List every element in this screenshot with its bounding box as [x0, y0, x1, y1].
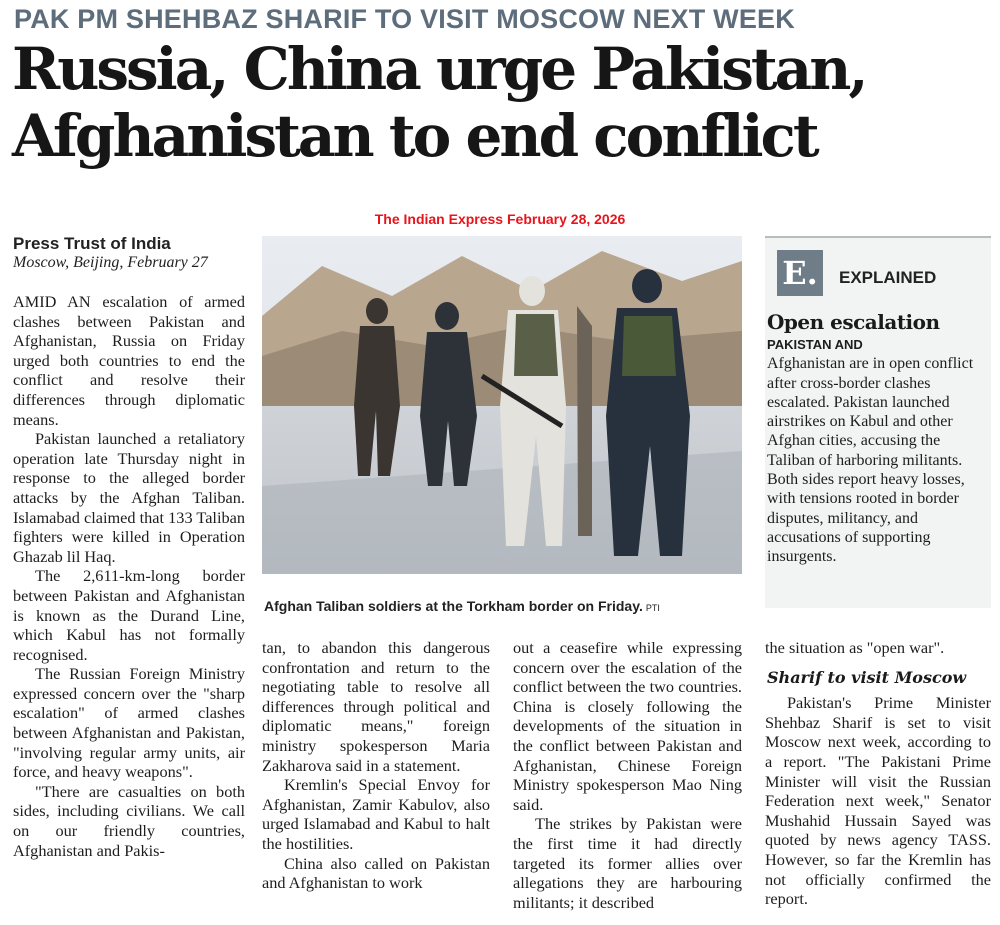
explained-body	[767, 335, 987, 567]
photo-caption-text: Afghan Taliban soldiers at the Torkham border on Friday.	[264, 598, 643, 614]
paragraph: the situation as "open war".	[765, 638, 945, 657]
explained-title: Open escalation	[767, 310, 940, 334]
byline-dateline: Moscow, Beijing, February 27	[13, 254, 208, 271]
section-subhead: Sharif to visit Moscow	[767, 667, 967, 687]
paragraph: China also called on Pakistan and Afghanistan to work	[262, 853, 490, 893]
paragraph: "There are casualties on both sides, including civilians. We call on our friendly countries, Afghanistan and Pakis-	[13, 781, 245, 860]
explained-text: Afghanistan are in open conflict after cross-border clashes escalated. Pakistan launched airstrikes on Kabul and other Afghan cities, accusing the Taliban of harboring militants. Both sides report heavy losses, with tensions rooted in border disputes, militancy, and accusations of supporting insurgents.	[767, 355, 974, 566]
explained-lead: PAKISTAN AND	[767, 337, 863, 352]
article-column-2	[262, 638, 490, 893]
kicker-strapline: PAK PM SHEHBAZ SHARIF TO VISIT MOSCOW NEXT WEEK	[14, 4, 795, 34]
explained-label: EXPLAINED	[839, 268, 937, 287]
headline-line-2: Afghanistan to end conflict	[12, 102, 817, 170]
photo-caption	[264, 598, 660, 614]
news-photo	[262, 236, 742, 574]
paragraph: The strikes by Pakistan were the first time it had directly targeted its former allies over allegations they are harbouring militants; it described	[513, 814, 742, 912]
source-stamp: The Indian Express February 28, 2026	[374, 211, 626, 227]
article-column-3	[513, 638, 742, 912]
explained-badge: E.	[777, 250, 823, 296]
explained-box	[765, 236, 991, 608]
byline-agency: Press Trust of India	[13, 234, 171, 253]
paragraph: The Russian Foreign Ministry expressed concern over the "sharp escalation" of armed clashes between Afghanistan and Pakistan, "involving regular army units, air force, and heavy weapons".	[13, 664, 245, 782]
paragraph: The 2,611-km-long border between Pakistan and Afghanistan is known as the Durand Line, which Kabul has not formally recognised.	[13, 566, 245, 664]
article-column-4	[765, 638, 991, 909]
paragraph: out a ceasefire while expressing concern over the escalation of the conflict between the two countries. China is closely following the developments of the situation in the conflict between Pakistan and Afghanistan, Chinese Foreign Ministry spokesperson Mao Ning said.	[513, 638, 742, 814]
paragraph: Kremlin's Special Envoy for Afghanistan, Zamir Kabulov, also urged Islamabad and Kabul to halt the hostilities.	[262, 775, 490, 853]
paragraph: tan, to abandon this dangerous confrontation and return to the negotiating table to resolve all differences through political and diplomatic means," foreign ministry spokesperson Maria Zakharova said in a statement.	[262, 638, 490, 775]
headline	[12, 36, 992, 170]
paragraph: AMID AN escalation of armed clashes between Pakistan and Afghanistan, Russia on Friday urged both countries to end the conflict and resolve their differences through diplomatic means.	[13, 292, 245, 429]
paragraph: Pakistan's Prime Minister Shehbaz Sharif is set to visit Moscow next week, according to a report. "The Pakistani Prime Minister will visit the Russian Federation next week," Senator Mushahid Hussain Sayed was quoted by news agency TASS. However, so far the Kremlin has not officially confirmed the report.	[765, 693, 991, 909]
headline-line-1: Russia, China urge Pakistan,	[12, 35, 866, 103]
photo-credit: PTI	[645, 603, 660, 613]
paragraph: Pakistan launched a retaliatory operation late Thursday night in response to the alleged border attacks by the Afghan Taliban. Islamabad claimed that 133 Taliban fighters were killed in Operation Ghazab lil Haq.	[13, 429, 245, 566]
article-column-1	[13, 292, 245, 860]
